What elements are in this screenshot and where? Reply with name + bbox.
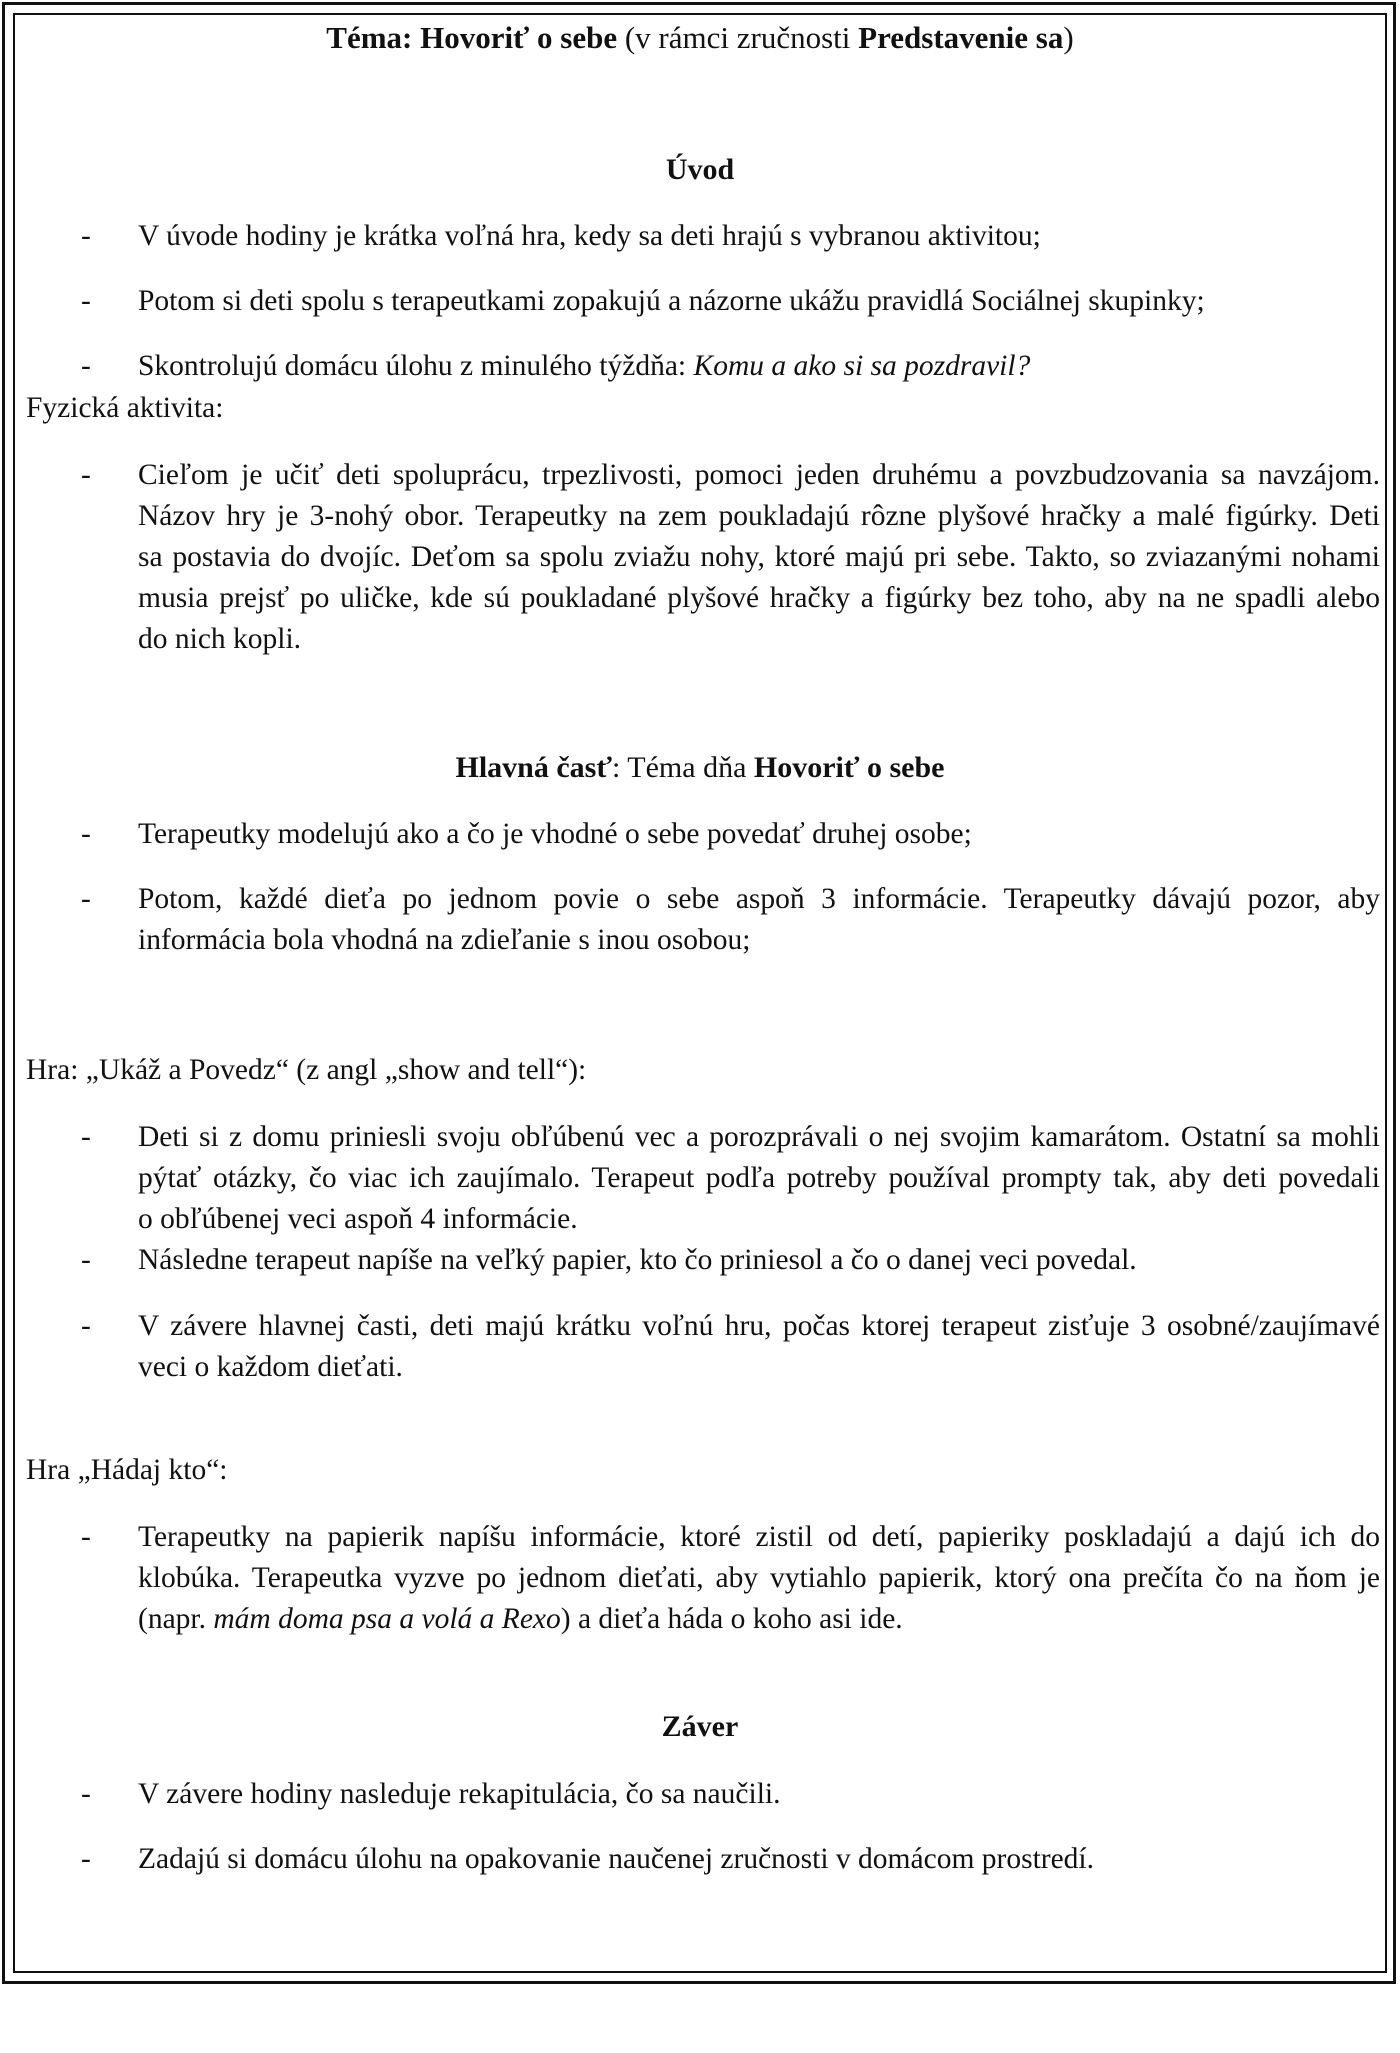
game1-label: Hra: „Ukáž a Povedz“ (z angl „show and tell“): xyxy=(26,1054,587,1086)
conclusion-heading: Záver xyxy=(661,1710,739,1743)
text-line: Názov hry je 3-nohý obor. Terapeutky na zem poukladajú rôzne plyšové hračky a malé figúrky. Deti xyxy=(138,500,1380,532)
text-line: pýtať otázky, čo viac ich zaujímalo. Terapeut podľa potreby používal prompty tak, aby deti povedali xyxy=(138,1162,1380,1194)
game2-label: Hra „Hádaj kto“: xyxy=(26,1454,228,1486)
text-line: V závere hlavnej časti, deti majú krátku voľnú hru, počas ktorej terapeut zisťuje 3 osobné/zaujímavé xyxy=(138,1310,1380,1342)
intro-heading: Úvod xyxy=(665,153,735,186)
physical-activity-label: Fyzická aktivita: xyxy=(26,392,224,424)
text-line: sa postavia do dvojíc. Deťom sa spolu zviažu nohy, ktoré majú pri sebe. Takto, so zviazanými nohami xyxy=(138,541,1380,573)
text-line: Cieľom je učiť deti spoluprácu, trpezlivosti, pomoci jeden druhému a povzbudzovania sa navzájom. xyxy=(138,459,1380,491)
text-line: (napr. mám doma psa a volá a Rexo) a dieťa háda o koho asi ide. xyxy=(138,1603,903,1635)
text-line: veci o každom dieťati. xyxy=(138,1351,403,1383)
page-title: Téma: Hovoriť o sebe (v rámci zručnosti Predstavenie sa) xyxy=(326,20,1074,55)
text-line: Potom, každé dieťa po jednom povie o sebe aspoň 3 informácie. Terapeutky dávajú pozor, aby xyxy=(138,883,1380,915)
text-line: informácia bola vhodná na zdieľanie s inou osobou; xyxy=(138,924,751,956)
text-line: Deti si z domu priniesli svoju obľúbenú vec a porozprávali o nej svojim kamarátom. Ostatní sa mohli xyxy=(138,1121,1380,1153)
text-line: musia prejsť po uličke, kde sú poukladané plyšové hračky a figúrky bez toho, aby na ne spadli alebo xyxy=(138,582,1380,614)
text-line: do nich kopli. xyxy=(138,623,302,655)
text-line: Terapeutky na papierik napíšu informácie, ktoré zistil od detí, papieriky poskladajú a dajú ich do xyxy=(138,1521,1380,1553)
main-heading: Hlavná časť: Téma dňa Hovoriť o sebe xyxy=(455,751,945,784)
text-line: o obľúbenej veci aspoň 4 informácie. xyxy=(138,1203,578,1235)
text-line: klobúka. Terapeutka vyzve po jednom dieťati, aby vytiahlo papierik, ktorý ona prečíta čo na ňom je xyxy=(138,1562,1380,1594)
